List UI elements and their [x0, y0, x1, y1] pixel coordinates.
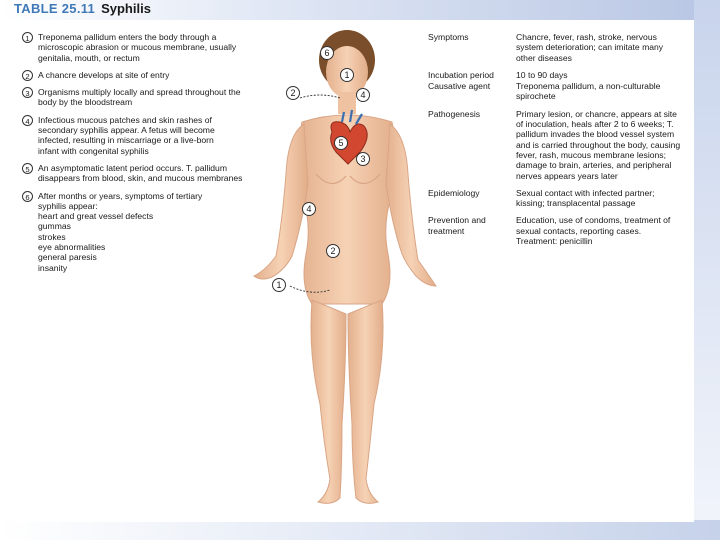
info-label: Incubation period — [428, 69, 494, 80]
step-line: body by the bloodstream — [38, 97, 133, 108]
table-number: TABLE 25.11 — [14, 1, 96, 16]
step-line: microscopic abrasion or mucous membrane, usually — [38, 42, 237, 53]
step-line: An asymptomatic latent period occurs. T. pallidum — [38, 162, 227, 173]
step-number: 1 — [22, 32, 33, 43]
info-row-pathogenesis — [428, 109, 684, 181]
step-line: secondary syphilis appear. A fetus will become — [38, 125, 215, 136]
step-line: infected, resulting in miscarriage or a live-born — [38, 135, 214, 146]
step-2 — [22, 70, 258, 80]
step-number: 5 — [22, 163, 33, 174]
marker-5-heart: 5 — [334, 136, 348, 150]
info-label: Pathogenesis — [428, 108, 481, 119]
step-line: Treponema pallidum enters the body through a — [38, 32, 217, 42]
info-value: 10 to 90 days — [516, 69, 568, 80]
step-line: A chancre develops at site of entry — [38, 69, 170, 80]
progression-steps — [22, 32, 258, 280]
step-3 — [22, 87, 258, 108]
step-line: After months or years, symptoms of tertiary — [38, 190, 203, 201]
human-figure-illustration — [232, 24, 452, 524]
tertiary-symptom: gummas — [38, 221, 71, 232]
step-number: 3 — [22, 87, 33, 98]
marker-4-arm: 4 — [302, 202, 316, 216]
step-6 — [22, 191, 258, 273]
info-row-agent — [428, 81, 684, 102]
step-line: infant with congenital syphilis — [38, 145, 149, 156]
marker-6: 6 — [320, 46, 334, 60]
info-label: Symptoms — [428, 32, 469, 42]
step-number: 6 — [22, 191, 33, 202]
step-line: Organisms multiply locally and spread throughout the — [38, 87, 241, 98]
step-4 — [22, 115, 258, 156]
marker-1-hand: 1 — [272, 278, 286, 292]
marker-1-head: 1 — [340, 68, 354, 82]
right-leg — [348, 300, 383, 503]
info-row-prevention — [428, 215, 684, 246]
info-label: Epidemiology — [428, 187, 480, 198]
step-line: Infectious mucous patches and skin rashes of — [38, 114, 212, 125]
table-title — [14, 0, 151, 18]
step-number: 4 — [22, 115, 33, 126]
step-1 — [22, 32, 258, 63]
info-value: Chancre, fever, rash, stroke, nervous system deterioration; can imitate many other diseases — [516, 32, 664, 63]
left-arm — [254, 124, 308, 279]
disease-facts — [428, 32, 684, 253]
slide-frame-right — [694, 0, 720, 540]
info-row-incubation — [428, 70, 684, 80]
info-value: Education, use of condoms, treatment of sexual contacts, reporting cases. Treatment: penicillin — [516, 215, 671, 247]
tertiary-symptom: strokes — [38, 231, 66, 242]
step-line: disappears from blood, skin, and mucous membranes — [38, 173, 243, 184]
table-name: Syphilis — [101, 1, 151, 16]
marker-3-torso: 3 — [356, 152, 370, 166]
info-value: Treponema pallidum, a non-culturable spirochete — [516, 81, 661, 102]
neck — [338, 92, 356, 114]
info-value: Sexual contact with infected partner; kissing; transplacental passage — [516, 187, 655, 209]
tertiary-symptom: insanity — [38, 262, 68, 273]
marker-2-mouth: 2 — [286, 86, 300, 100]
info-label: Prevention and treatment — [428, 215, 486, 236]
tertiary-symptom: general paresis — [38, 252, 97, 263]
info-row-epidemiology — [428, 188, 684, 209]
tertiary-symptom: heart and great vessel defects — [38, 211, 154, 222]
step-5 — [22, 163, 258, 184]
marker-4-neck: 4 — [356, 88, 370, 102]
marker-2-groin: 2 — [326, 244, 340, 258]
info-label: Causative agent — [428, 81, 491, 92]
step-line: syphilis appear: — [38, 200, 98, 211]
step-number: 2 — [22, 70, 33, 81]
tertiary-symptom: eye abnormalities — [38, 242, 106, 253]
info-value: Primary lesion, or chancre, appears at site of inoculation, heals after 2 to 6 weeks; T. pallidum invades the blood vessel system and is carried throughout the body, causing fever, rash, mucous membrane lesions; damage to brain, arteries, and peripheral nerves appears years later — [516, 108, 681, 181]
info-row-symptoms — [428, 32, 684, 63]
left-leg — [311, 300, 346, 503]
step-line: genitalia, mouth, or rectum — [38, 52, 140, 63]
pointer-arrow — [300, 95, 340, 98]
